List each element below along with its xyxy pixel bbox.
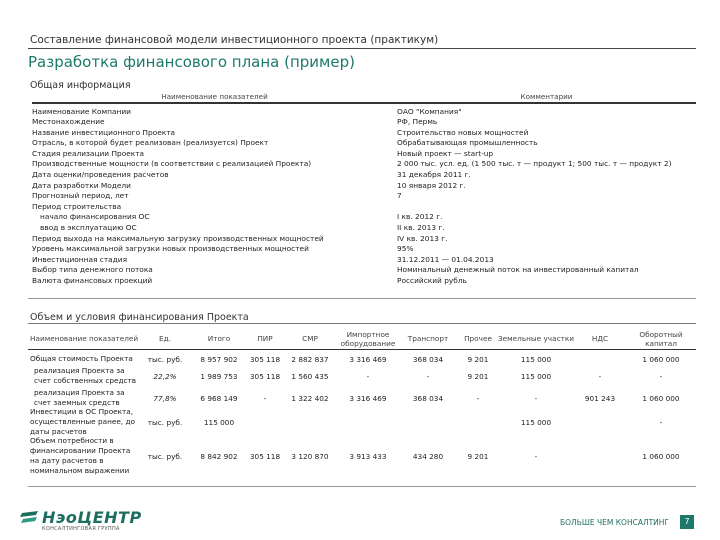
cell: - — [598, 371, 602, 381]
header-vat: НДС — [591, 334, 609, 343]
col-comment-header: Комментарии — [520, 92, 573, 101]
cell: 1 060 000 — [642, 393, 680, 403]
cell: - — [659, 417, 663, 427]
info-row — [32, 181, 696, 192]
info-label: Прогнозный период, лет — [32, 191, 129, 201]
info-label: Название инвестиционного Проекта — [32, 127, 176, 137]
info-value: 7 — [397, 191, 402, 201]
col-indicator-header: Наименование показателей — [161, 92, 268, 101]
info-value: Строительство новых мощностей — [397, 127, 529, 137]
info-row — [32, 149, 696, 160]
info-label: начало финансирования ОС — [40, 212, 150, 222]
info-label: Инвестиционная стадия — [32, 254, 128, 264]
info-row — [32, 223, 696, 234]
info-value: 10 января 2012 г. — [397, 180, 466, 190]
info-label: Отрасль, в которой будет реализован (реализуется) Проект — [32, 138, 269, 148]
info-row — [32, 265, 696, 276]
table-row — [28, 365, 696, 387]
header-rule — [32, 102, 696, 104]
cell: 1 060 000 — [642, 354, 680, 364]
row-label: Объем потребности в финансировании Проекта на дату расчетов в номинальном выражении — [30, 436, 131, 475]
financing-table — [28, 328, 696, 477]
page-title: Разработка финансового плана (пример) — [28, 53, 355, 71]
cell: 9 201 — [467, 354, 489, 364]
header-land: Земельные участки — [498, 334, 574, 343]
cell: 8 842 902 — [200, 451, 238, 461]
cell: тыс. руб. — [147, 451, 183, 461]
top-rule — [28, 48, 696, 49]
info-value: Обрабатывающая промышленность — [397, 138, 538, 148]
info-row — [32, 202, 696, 213]
info-value: ОАО "Компания" — [397, 106, 462, 116]
cell: 368 034 — [412, 354, 444, 364]
firm-slogan: БОЛЬШЕ ЧЕМ КОНСАЛТИНГ — [560, 518, 669, 527]
cell: 115 000 — [520, 417, 552, 427]
cell: 3 316 469 — [349, 354, 387, 364]
general-section-title: Общая информация — [30, 80, 131, 91]
cell: 1 322 402 — [291, 393, 329, 403]
cell: - — [263, 393, 267, 403]
general-info-header — [32, 92, 696, 102]
info-row — [32, 244, 696, 255]
row-label: Общая стоимость Проекта — [30, 354, 133, 363]
info-label: Выбор типа денежного потока — [32, 265, 153, 275]
info-row — [32, 191, 696, 202]
cell: - — [426, 371, 430, 381]
row-label: Инвестиции в ОС Проекта, осуществленные ранее, до даты расчетов — [30, 407, 135, 436]
info-label: Уровень максимальной загрузки новых производственных мощностей — [32, 244, 309, 254]
cell: 1 989 753 — [200, 371, 238, 381]
table-row — [28, 435, 696, 477]
cell: 115 000 — [203, 417, 235, 427]
financing-header — [28, 328, 696, 350]
info-label: Дата разработки Модели — [32, 180, 131, 190]
header-indicator: Наименование показателей — [30, 334, 139, 343]
info-label: Производственные мощности (в соответствии с реализацией Проекта) — [32, 159, 312, 169]
row-label: реализация Проекта за счет собственных средств — [34, 366, 137, 385]
header-smr: СМР — [302, 334, 318, 343]
header-other: Прочее — [464, 334, 492, 343]
info-value: IV кв. 2013 г. — [397, 233, 448, 243]
financing-bottom-rule — [28, 486, 696, 487]
cell: 22,2% — [153, 371, 177, 381]
header-total: Итого — [207, 334, 231, 343]
info-value: 31.12.2011 — 01.04.2013 — [397, 254, 494, 264]
header-transport: Транспорт — [407, 334, 449, 343]
logo-mark-icon — [20, 510, 40, 526]
cell: 305 118 — [249, 371, 281, 381]
info-label: Валюта финансовых проекций — [32, 276, 153, 285]
cell: 901 243 — [584, 393, 616, 403]
cell: 115 000 — [520, 354, 552, 364]
cell: - — [366, 371, 370, 381]
table-row — [28, 353, 696, 365]
info-value: Российский рубль — [397, 276, 467, 285]
info-row — [32, 128, 696, 139]
financing-section-title: Объем и условия финансирования Проекта — [30, 312, 249, 323]
cell: 3 316 469 — [349, 393, 387, 403]
info-row — [32, 212, 696, 223]
header-working-capital: Оборотный капитал — [639, 329, 683, 348]
info-row — [32, 117, 696, 128]
info-label: Период строительства — [32, 201, 122, 211]
info-value: 95% — [397, 244, 414, 254]
cell: тыс. руб. — [147, 417, 183, 427]
cell: 368 034 — [412, 393, 444, 403]
general-info-table — [32, 92, 696, 287]
cell: 1 560 435 — [291, 371, 329, 381]
table-row — [28, 409, 696, 435]
info-label: Стадия реализации Проекта — [32, 148, 145, 158]
general-bottom-rule — [28, 298, 696, 299]
cell: - — [534, 451, 538, 461]
cell: тыс. руб. — [147, 354, 183, 364]
info-row — [32, 276, 696, 287]
cell: 2 882 837 — [291, 354, 329, 364]
info-row — [32, 138, 696, 149]
cell: - — [534, 393, 538, 403]
cell: 115 000 — [520, 371, 552, 381]
info-label: Наименование Компании — [32, 106, 131, 116]
info-value: II кв. 2013 г. — [397, 223, 445, 233]
info-row — [32, 234, 696, 245]
info-row — [32, 170, 696, 181]
info-value: 31 декабря 2011 г. — [397, 170, 471, 180]
info-label: Период выхода на максимальную загрузку производственных мощностей — [32, 233, 324, 243]
header-import-equipment: Импортное оборудование — [340, 329, 396, 348]
info-row — [32, 255, 696, 266]
logo-text: НэоЦЕНТР — [42, 508, 142, 527]
cell: 305 118 — [249, 354, 281, 364]
info-row — [32, 107, 696, 118]
cell: 3 913 433 — [349, 451, 387, 461]
header-pir: ПИР — [257, 334, 273, 343]
table-row — [28, 387, 696, 409]
course-title: Составление финансовой модели инвестиционного проекта (практикум) — [30, 34, 439, 46]
page-number: 7 — [680, 515, 694, 529]
cell: 434 280 — [412, 451, 444, 461]
financing-section-rule — [28, 323, 696, 324]
logo-subtitle: КОНСАЛТИНГОВАЯ ГРУППА — [42, 526, 120, 532]
info-label: Местонахождение — [32, 117, 105, 127]
row-label: реализация Проекта за счет заемных средств — [34, 388, 125, 407]
cell: 3 120 870 — [291, 451, 329, 461]
info-label: Дата оценки/проведения расчетов — [32, 170, 169, 180]
cell: 9 201 — [467, 371, 489, 381]
info-value: 2 000 тыс. усл. ед. (1 500 тыс. т — продукт 1; 500 тыс. т — продукт 2) — [397, 159, 672, 169]
company-logo — [20, 508, 142, 534]
cell: 9 201 — [467, 451, 489, 461]
cell: - — [659, 371, 663, 381]
info-value: Новый проект — start-up — [397, 148, 494, 158]
info-value: РФ, Пермь — [397, 117, 438, 127]
cell: 77,8% — [153, 393, 177, 403]
info-value: I кв. 2012 г. — [397, 212, 443, 222]
info-label: ввод в эксплуатацию ОС — [40, 223, 137, 233]
cell: 6 968 149 — [200, 393, 238, 403]
cell: 8 957 902 — [200, 354, 238, 364]
cell: 1 060 000 — [642, 451, 680, 461]
header-unit: Ед. — [159, 334, 171, 343]
info-value — [397, 202, 696, 213]
cell: 305 118 — [249, 451, 281, 461]
cell: - — [476, 393, 480, 403]
info-value: Номинальный денежный поток на инвестированный капитал — [397, 265, 639, 275]
info-row — [32, 159, 696, 170]
